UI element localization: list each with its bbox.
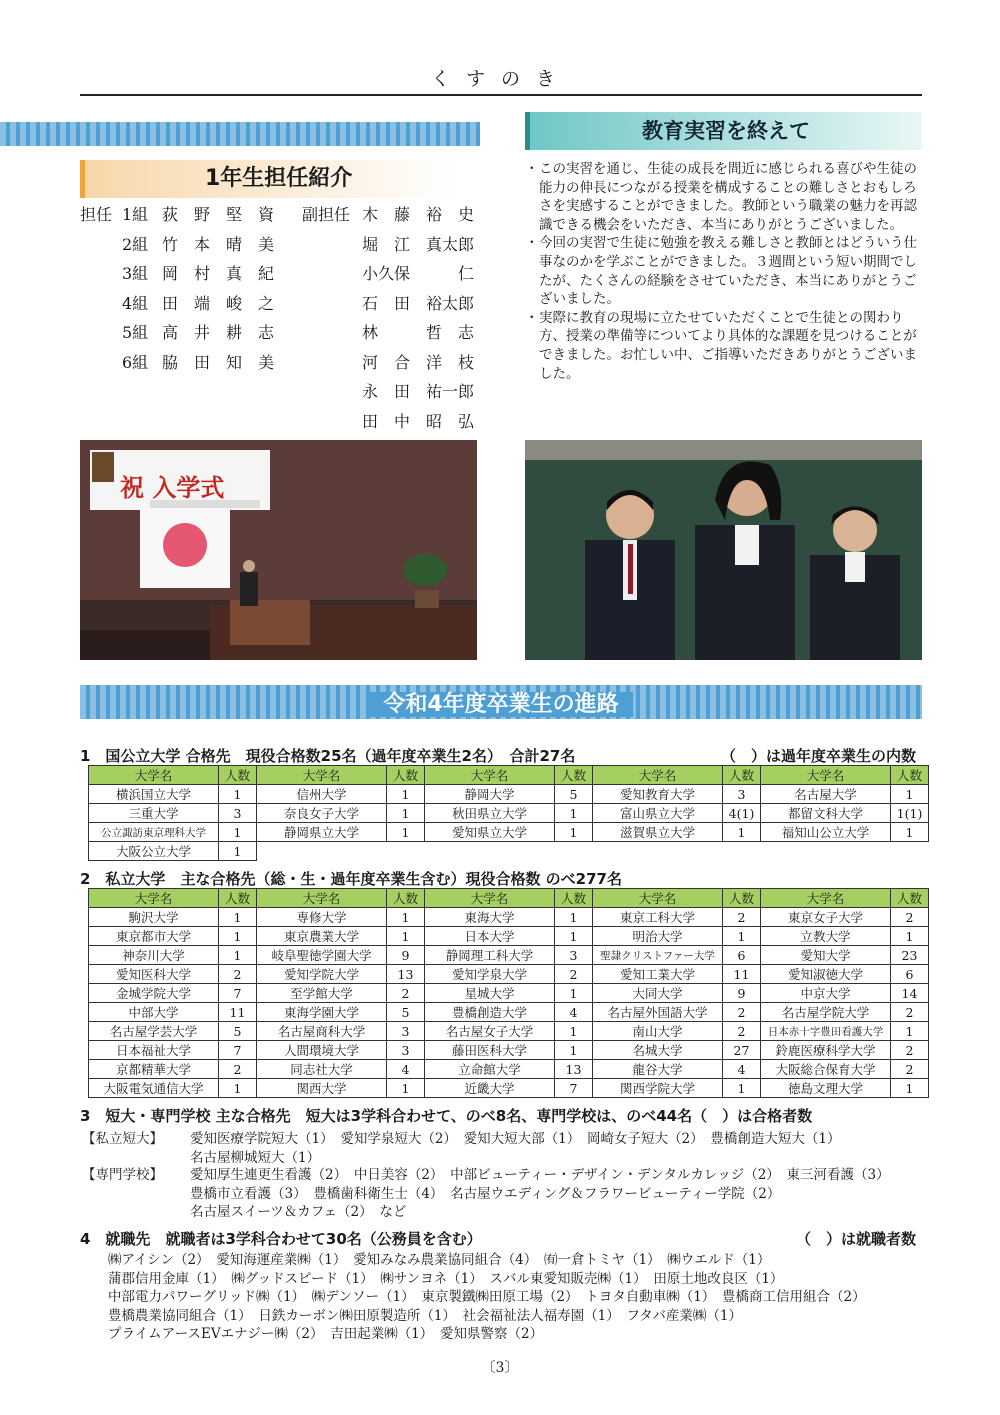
pass-count: 1: [387, 1079, 425, 1098]
list-line: 名古屋スイーツ＆カフェ（2） など: [190, 1204, 407, 1220]
homeroom-teacher: 岡 村 真 紀: [162, 264, 275, 283]
pass-count: 6: [723, 946, 761, 965]
univ-name: 愛知県立大学: [425, 823, 555, 842]
univ-name: 岐阜聖徳学園大学: [257, 946, 387, 965]
univ-name: 大阪公立大学: [89, 842, 219, 861]
homeroom-vice: 石 田 裕太郎: [362, 293, 475, 313]
homeroom-label: 担任: [80, 205, 113, 224]
univ-name: 秋田県立大学: [425, 804, 555, 823]
pass-count: 4(1): [723, 804, 761, 823]
entrance-ceremony-photo: [80, 440, 477, 660]
pass-count: 2: [387, 984, 425, 1003]
junior-college-label: 【私立短大】: [82, 1131, 163, 1147]
pass-count: 4: [723, 1060, 761, 1079]
table-row: [89, 908, 929, 927]
homeroom-vice: 河 合 洋 枝: [362, 352, 475, 372]
univ-name: 大阪総合保育大学: [761, 1060, 891, 1079]
table-row: [89, 785, 929, 804]
univ-name: 公立諏訪東京理科大学: [89, 823, 219, 842]
list-line: 豊橋市立看護（3） 豊橋歯科衛生士（4） 名古屋ウエディング＆フラワービューティー学院（2）: [190, 1185, 781, 1202]
col-header-name: 大学名: [761, 766, 891, 785]
col-header-count: 人数: [219, 889, 257, 908]
pass-count: 1: [219, 946, 257, 965]
univ-name: 駒沢大学: [89, 908, 219, 927]
pass-count: 2: [891, 908, 929, 927]
pass-count: 3: [555, 946, 593, 965]
vocational-school-label: 【専門学校】: [82, 1167, 163, 1183]
pass-count: 6: [891, 965, 929, 984]
univ-name: 大阪電気通信大学: [89, 1079, 219, 1098]
univ-name: 専修大学: [257, 908, 387, 927]
pass-count: 3: [723, 785, 761, 804]
pass-count: 3: [387, 1022, 425, 1041]
pass-count: 2: [891, 1060, 929, 1079]
univ-name: 都留文科大学: [761, 804, 891, 823]
univ-name: 中京大学: [761, 984, 891, 1003]
univ-name: 愛知工業大学: [593, 965, 723, 984]
univ-name: 東京農業大学: [257, 927, 387, 946]
univ-name: 名古屋外国語大学: [593, 1003, 723, 1022]
table-row: [89, 1003, 929, 1022]
univ-name: 南山大学: [593, 1022, 723, 1041]
homeroom-cls: 1組: [122, 205, 149, 224]
section-employment: [80, 1228, 922, 1249]
graduates-heading: 令和4年度卒業生の進路: [369, 692, 632, 717]
practice-comment-text: この実習を通じ、生徒の成長を間近に感じられる喜びや生徒の能力の伸長につながる授業を構成することの難しさとおもしろさを実感することができました。教師という職業の魅力を再認識できる機会をいただき、本当にありがとうございました。: [539, 161, 917, 233]
univ-name: 聖隷クリストファー大学: [593, 946, 723, 965]
col-header-name: 大学名: [257, 766, 387, 785]
pass-count: 1(1): [891, 804, 929, 823]
pass-count: 1: [891, 1079, 929, 1098]
practice-comments: [525, 160, 922, 383]
univ-name: 東京都市大学: [89, 927, 219, 946]
pass-count: 1: [723, 1079, 761, 1098]
practice-comment: [525, 160, 922, 234]
univ-name: 滋賀県立大学: [593, 823, 723, 842]
table-row: [89, 946, 929, 965]
homeroom-vice: 永 田 祐一郎: [362, 382, 475, 401]
list-line: 愛知医療学院短大（1） 愛知学泉短大（2） 愛知大短大部（1） 岡崎女子短大（2） 豊橋創造大短大（1）: [190, 1131, 841, 1147]
col-header-count: 人数: [555, 766, 593, 785]
col-header-count: 人数: [723, 889, 761, 908]
pass-count: 14: [891, 984, 929, 1003]
student-teachers-photo: [525, 440, 922, 660]
practice-comment: [525, 234, 922, 308]
univ-name: 日本大学: [425, 927, 555, 946]
univ-name: 名古屋大学: [761, 785, 891, 804]
practice-heading: 教育実習を終えて: [525, 112, 922, 150]
col-header-count: 人数: [387, 889, 425, 908]
univ-name: 日本赤十字豊田看護大学: [761, 1022, 891, 1041]
vocational-school-list: [190, 1166, 890, 1222]
univ-name: 中部大学: [89, 1003, 219, 1022]
page-number: 〔3〕: [481, 1360, 519, 1376]
univ-name: 愛知淑徳大学: [761, 965, 891, 984]
section-college: 3 短大・専門学校 主な合格先 短大は3学科合わせて、のべ8名、専門学校は、のべ44名（ ）は合格者数: [80, 1107, 813, 1125]
homeroom-vice: 林 哲 志: [362, 323, 475, 342]
table-row: [89, 1060, 929, 1079]
bullet-mark: ・: [525, 309, 539, 326]
pass-count: 5: [219, 1022, 257, 1041]
homeroom-cls: 2組: [122, 234, 149, 254]
table-row: [89, 927, 929, 946]
univ-name: 静岡理工科大学: [425, 946, 555, 965]
univ-name: 名城大学: [593, 1041, 723, 1060]
section-employment-title: 4 就職先 就職者は3学科合わせて30名（公務員を含む）: [80, 1230, 482, 1248]
univ-name: 豊橋創造大学: [425, 1003, 555, 1022]
homeroom-vlabel: 副担任: [302, 205, 351, 224]
univ-name: 愛知学泉大学: [425, 965, 555, 984]
pass-count: 11: [219, 1003, 257, 1022]
univ-name: 徳島文理大学: [761, 1079, 891, 1098]
pass-count: 1: [387, 927, 425, 946]
univ-name: 三重大学: [89, 804, 219, 823]
col-header-name: 大学名: [593, 766, 723, 785]
table-row: [89, 1079, 929, 1098]
univ-name: 横浜国立大学: [89, 785, 219, 804]
homeroom-heading: 1年生担任紹介: [80, 160, 475, 198]
pass-count: 13: [387, 965, 425, 984]
pass-count: 7: [555, 1079, 593, 1098]
univ-name: 福知山公立大学: [761, 823, 891, 842]
pass-count: 13: [555, 1060, 593, 1079]
univ-name: 京都精華大学: [89, 1060, 219, 1079]
homeroom-cls: 4組: [122, 293, 149, 313]
univ-name: 近畿大学: [425, 1079, 555, 1098]
homeroom-teacher: 高 井 耕 志: [162, 323, 275, 342]
table-row: [89, 804, 929, 823]
pass-count: 1: [219, 785, 257, 804]
homeroom-cls: 6組: [122, 352, 149, 372]
univ-name: 神奈川大学: [89, 946, 219, 965]
list-line: 蒲郡信用金庫（1） ㈱グッドスピード（1） ㈱サンヨネ（1） スバル東愛知販売㈱（1） 田原土地改良区（1）: [108, 1270, 784, 1287]
employment-list: [108, 1251, 866, 1344]
pass-count: 1: [723, 927, 761, 946]
univ-name: 静岡県立大学: [257, 823, 387, 842]
pass-count: 1: [891, 823, 929, 842]
col-header-name: 大学名: [89, 766, 219, 785]
col-header-count: 人数: [387, 766, 425, 785]
homeroom-teacher: 荻 野 堅 資: [162, 205, 275, 224]
univ-name: 東京工科大学: [593, 908, 723, 927]
pass-count: 1: [555, 927, 593, 946]
col-header-name: 大学名: [257, 889, 387, 908]
pass-count: 2: [555, 965, 593, 984]
pass-count: 1: [219, 823, 257, 842]
homeroom-teacher: 脇 田 知 美: [162, 352, 275, 372]
pass-count: 1: [891, 1022, 929, 1041]
pass-count: 2: [891, 1003, 929, 1022]
homeroom-vice: 木 藤 裕 史: [362, 205, 475, 224]
univ-name: 愛知教育大学: [593, 785, 723, 804]
section-employment-note: （ ）は就職者数: [795, 1230, 916, 1248]
newsletter-title: くすのき: [430, 68, 571, 90]
pass-count: 2: [219, 1060, 257, 1079]
pass-count: 23: [891, 946, 929, 965]
section-public-univ-note: （ ）は過年度卒業生の内数: [720, 747, 916, 765]
list-line: 愛知厚生連更生看護（2） 中日美容（2） 中部ビューティー・デザイン・デンタルカレッジ（2） 東三河看護（3）: [190, 1167, 890, 1183]
univ-name: 同志社大学: [257, 1060, 387, 1079]
pass-count: 1: [555, 804, 593, 823]
list-line: ㈱アイシン（2） 愛知海運産業㈱（1） 愛知みなみ農業協同組合（4） ㈲一倉トミヤ（1） ㈱ウエルド（1）: [108, 1252, 771, 1268]
pass-count: 11: [723, 965, 761, 984]
homeroom-vice: 堀 江 真太郎: [362, 234, 475, 254]
pass-count: 1: [387, 823, 425, 842]
pass-count: 1: [555, 1022, 593, 1041]
univ-name: 立教大学: [761, 927, 891, 946]
pass-count: 2: [723, 1022, 761, 1041]
pass-count: 1: [219, 908, 257, 927]
homeroom-vice: 小久保 仁: [362, 264, 475, 283]
univ-name: 関西学院大学: [593, 1079, 723, 1098]
univ-name: 名古屋商科大学: [257, 1022, 387, 1041]
univ-name: 関西大学: [257, 1079, 387, 1098]
univ-name: 愛知大学: [761, 946, 891, 965]
pass-count: 1: [219, 842, 257, 861]
pass-count: 1: [555, 984, 593, 1003]
section-public-univ-title: 1 国公立大学 合格先 現役合格数25名（過年度卒業生2名） 合計27名: [80, 747, 576, 765]
pass-count: 1: [219, 927, 257, 946]
pass-count: 1: [891, 785, 929, 804]
list-line: 豊橋農業協同組合（1） 日鉄カーボン㈱田原製造所（1） 社会福祉法人福寿園（1） フタバ産業㈱（1）: [108, 1307, 743, 1324]
pass-count: 1: [387, 908, 425, 927]
table-header: [89, 766, 929, 785]
homeroom-teacher: 竹 本 晴 美: [162, 234, 275, 254]
pass-count: 1: [723, 823, 761, 842]
univ-name: 龍谷大学: [593, 1060, 723, 1079]
section-private-univ: 2 私立大学 主な合格先（総・生・過年度卒業生含む）現役合格数 のべ277名: [80, 870, 622, 888]
list-line: プライムアースEVエナジー㈱（2） 吉田起業㈱（1） 愛知県警察（2）: [108, 1326, 544, 1342]
page-header: [80, 60, 922, 96]
homeroom-cls: 3組: [122, 264, 149, 283]
univ-name: 立命館大学: [425, 1060, 555, 1079]
univ-name: 愛知医科大学: [89, 965, 219, 984]
univ-name: 愛知学院大学: [257, 965, 387, 984]
homeroom-vice: 田 中 昭 弘: [362, 411, 475, 431]
public-univ-table: [88, 765, 929, 861]
col-header-name: 大学名: [89, 889, 219, 908]
univ-name: 東海大学: [425, 908, 555, 927]
col-header-count: 人数: [219, 766, 257, 785]
col-header-name: 大学名: [425, 766, 555, 785]
pass-count: 2: [219, 965, 257, 984]
ceremony-sign: 祝 入学式: [120, 474, 225, 502]
list-line: 中部電力パワーグリッド㈱（1） ㈱デンソー（1） 東京製鐵㈱田原工場（2） トヨタ自動車㈱（1） 豊橋商工信用組合（2）: [108, 1289, 866, 1305]
univ-name: 東海学園大学: [257, 1003, 387, 1022]
table-row: [89, 984, 929, 1003]
pass-count: 9: [387, 946, 425, 965]
table-row: [89, 1041, 929, 1060]
table-row: [89, 1022, 929, 1041]
col-header-count: 人数: [891, 889, 929, 908]
col-header-name: 大学名: [425, 889, 555, 908]
univ-name: 明治大学: [593, 927, 723, 946]
practice-comment-text: 実際に教育の現場に立たせていただくことで生徒との関わり方、授業の準備等についてより具体的な課題を見つけることができました。お忙しい中、ご指導いただきありがとうございました。: [539, 309, 917, 382]
junior-college-list: [190, 1130, 840, 1167]
pass-count: 3: [219, 804, 257, 823]
pass-count: 1: [555, 908, 593, 927]
pass-count: 1: [219, 1079, 257, 1098]
univ-name: 名古屋学院大学: [761, 1003, 891, 1022]
univ-name: 奈良女子大学: [257, 804, 387, 823]
col-header-count: 人数: [891, 766, 929, 785]
bullet-mark: ・: [525, 235, 539, 252]
univ-name: 富山県立大学: [593, 804, 723, 823]
graduates-band: [80, 685, 922, 719]
univ-name: 星城大学: [425, 984, 555, 1003]
pass-count: 2: [723, 1003, 761, 1022]
univ-name: 信州大学: [257, 785, 387, 804]
pass-count: 9: [723, 984, 761, 1003]
univ-name: 藤田医科大学: [425, 1041, 555, 1060]
univ-name: 鈴鹿医療科学大学: [761, 1041, 891, 1060]
col-header-name: 大学名: [593, 889, 723, 908]
pass-count: 27: [723, 1041, 761, 1060]
univ-name: 大同大学: [593, 984, 723, 1003]
pass-count: 2: [891, 1041, 929, 1060]
col-header-name: 大学名: [761, 889, 891, 908]
table-row: [89, 842, 929, 861]
pass-count: 2: [723, 908, 761, 927]
table-header: [89, 889, 929, 908]
pass-count: 5: [387, 1003, 425, 1022]
section-public-univ: [80, 745, 922, 766]
private-univ-table: [88, 888, 929, 1098]
homeroom-teacher: 田 端 峻 之: [162, 293, 275, 313]
decorative-band: [0, 122, 480, 146]
pass-count: 1: [387, 804, 425, 823]
pass-count: 4: [387, 1060, 425, 1079]
bullet-mark: ・: [525, 161, 539, 177]
univ-name: 名古屋学芸大学: [89, 1022, 219, 1041]
practice-comment-text: 今回の実習で生徒に勉強を教える難しさと教師とはどういう仕事なのかを学ぶことができました。３週間という短い期間でしたが、たくさんの経験をさせていただき、本当にありがとうございました。: [539, 235, 917, 308]
pass-count: 7: [219, 984, 257, 1003]
table-row: [89, 965, 929, 984]
pass-count: 1: [555, 1041, 593, 1060]
practice-comment: [525, 309, 922, 383]
pass-count: 1: [891, 927, 929, 946]
pass-count: 5: [555, 785, 593, 804]
col-header-count: 人数: [723, 766, 761, 785]
univ-name: 静岡大学: [425, 785, 555, 804]
table-row: [89, 823, 929, 842]
univ-name: 東京女子大学: [761, 908, 891, 927]
univ-name: 人間環境大学: [257, 1041, 387, 1060]
pass-count: 4: [555, 1003, 593, 1022]
pass-count: 1: [387, 785, 425, 804]
pass-count: 1: [555, 823, 593, 842]
univ-name: 至学館大学: [257, 984, 387, 1003]
col-header-count: 人数: [555, 889, 593, 908]
homeroom-cls: 5組: [122, 323, 149, 342]
pass-count: 3: [387, 1041, 425, 1060]
univ-name: 日本福祉大学: [89, 1041, 219, 1060]
univ-name: 金城学院大学: [89, 984, 219, 1003]
univ-name: 名古屋女子大学: [425, 1022, 555, 1041]
list-line: 名古屋柳城短大（1）: [190, 1149, 321, 1166]
pass-count: 7: [219, 1041, 257, 1060]
